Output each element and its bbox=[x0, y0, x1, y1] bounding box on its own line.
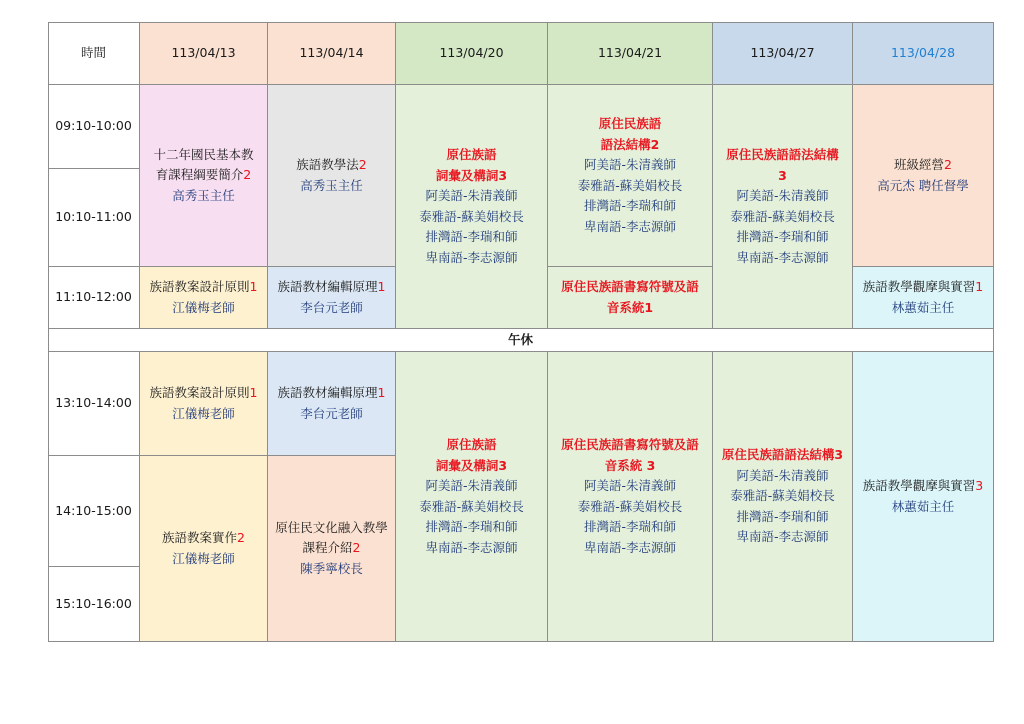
session-title: 原住民文化融入教學 bbox=[275, 519, 388, 535]
session-title: 族語教案實作 bbox=[162, 530, 238, 545]
session-observation-am bbox=[853, 267, 994, 329]
teacher-name: 李台元老師 bbox=[300, 299, 363, 315]
session-title-line bbox=[278, 383, 386, 404]
teacher-name: 卑南語-李志源師 bbox=[425, 249, 518, 265]
session-title-line2: 音系統 3 bbox=[604, 457, 656, 473]
teacher-name: 排灣語-李瑞和師 bbox=[583, 198, 676, 213]
header-date-6 bbox=[853, 22, 994, 85]
session-title: 班級經營 bbox=[894, 157, 945, 172]
session-writing-system-pm bbox=[548, 352, 713, 642]
time-label: 14:10-15:00 bbox=[55, 502, 132, 518]
teacher-name: 阿美語-朱清義師 bbox=[425, 188, 518, 203]
session-title-line bbox=[162, 528, 245, 549]
session-materials-am bbox=[268, 267, 396, 329]
teacher-name: 阿美語-朱清義師 bbox=[736, 467, 829, 483]
schedule-table bbox=[48, 22, 994, 642]
session-materials-pm bbox=[268, 352, 396, 456]
time-label: 15:10-16:00 bbox=[55, 595, 132, 611]
session-title: 十二年國民基本教 bbox=[153, 146, 254, 162]
teacher-name: 泰雅語-蘇美娟校長 bbox=[577, 498, 683, 514]
session-grammar-structure-am bbox=[713, 85, 853, 329]
session-grammar-structure-pm bbox=[713, 352, 853, 642]
teacher-name: 高秀玉主任 bbox=[300, 177, 363, 193]
session-hours: 1 bbox=[249, 385, 258, 400]
time-label: 11:10-12:00 bbox=[55, 289, 132, 305]
teacher-name: 陳季寧校長 bbox=[300, 560, 363, 576]
session-vocabulary-am bbox=[396, 85, 548, 329]
header-time-label: 時間 bbox=[80, 44, 106, 60]
teacher-name: 江儀梅老師 bbox=[172, 405, 235, 421]
session-title: 原住族語 bbox=[446, 437, 497, 452]
session-hours: 1 bbox=[377, 385, 386, 400]
session-title-line2: 語法結構2 bbox=[600, 136, 660, 152]
session-title-line bbox=[296, 155, 366, 176]
session-title: 原住民族語 bbox=[598, 116, 662, 131]
session-title-line2: 音系統1 bbox=[606, 299, 654, 315]
session-grammar-am bbox=[548, 85, 713, 267]
session-title: 原住族語 bbox=[446, 147, 497, 162]
session-title: 原住民族語書寫符號及語 bbox=[561, 437, 699, 452]
session-hours: 2 bbox=[352, 540, 361, 556]
session-title: 族語教材編輯原理 bbox=[277, 385, 378, 400]
date-label: 113/04/13 bbox=[171, 44, 236, 60]
teacher-name: 高元杰 聘任督學 bbox=[877, 177, 969, 193]
session-vocabulary-pm bbox=[396, 352, 548, 642]
session-title: 族語教案設計原則 bbox=[149, 279, 250, 294]
teacher-name: 排灣語-李瑞和師 bbox=[583, 519, 676, 534]
time-slot-6 bbox=[48, 567, 140, 642]
session-title: 原住民族語書寫符號及語 bbox=[561, 279, 699, 294]
session-title-line2 bbox=[303, 538, 361, 559]
teacher-name: 排灣語-李瑞和師 bbox=[425, 229, 518, 244]
date-label: 113/04/14 bbox=[299, 44, 364, 60]
session-hours: 2 bbox=[243, 167, 252, 183]
teacher-name: 江儀梅老師 bbox=[172, 550, 235, 566]
lunch-break-row bbox=[48, 329, 994, 352]
teacher-name: 泰雅語-蘇美娟校長 bbox=[730, 208, 835, 224]
session-title-line2: 3 bbox=[778, 167, 787, 183]
date-label: 113/04/20 bbox=[439, 44, 504, 60]
session-lesson-design-am bbox=[140, 267, 268, 329]
session-title: 原住民族語語法結構 bbox=[726, 147, 839, 162]
session-hours: 1 bbox=[377, 279, 386, 294]
time-slot-1 bbox=[48, 85, 140, 169]
session-lesson-design-pm bbox=[140, 352, 268, 456]
session-hours: 1 bbox=[249, 279, 258, 294]
session-culture-integration bbox=[268, 456, 396, 642]
teacher-name: 泰雅語-蘇美娟校長 bbox=[730, 488, 835, 504]
session-title-line bbox=[278, 277, 386, 298]
session-title-part: 課程介紹 bbox=[302, 540, 353, 556]
session-title-line bbox=[863, 476, 983, 497]
session-teaching-method bbox=[268, 85, 396, 267]
time-slot-2 bbox=[48, 169, 140, 267]
teacher-name: 泰雅語-蘇美娟校長 bbox=[419, 498, 524, 514]
time-label: 10:10-11:00 bbox=[55, 209, 132, 225]
session-title-line2: 詞彙及構詞3 bbox=[435, 167, 508, 183]
teacher-name: 阿美語-朱清義師 bbox=[583, 478, 676, 493]
session-title-part: 育課程綱要簡介 bbox=[155, 167, 244, 183]
teacher-name: 泰雅語-蘇美娟校長 bbox=[577, 177, 683, 193]
header-date-5 bbox=[713, 22, 853, 85]
session-title: 族語教案設計原則 bbox=[149, 385, 250, 400]
session-observation-pm bbox=[853, 352, 994, 642]
session-title: 原住民族語語法結構3 bbox=[721, 447, 844, 463]
session-title: 族語教學觀摩與實習 bbox=[862, 279, 976, 294]
teacher-name: 泰雅語-蘇美娟校長 bbox=[419, 208, 524, 224]
session-hours: 2 bbox=[944, 157, 952, 172]
session-title-line bbox=[150, 277, 258, 298]
teacher-name: 排灣語-李瑞和師 bbox=[736, 229, 829, 244]
teacher-name: 卑南語-李志源師 bbox=[736, 249, 829, 265]
session-title-line bbox=[863, 277, 983, 298]
session-hours: 2 bbox=[237, 530, 245, 545]
teacher-name: 排灣語-李瑞和師 bbox=[736, 508, 829, 524]
session-hours: 2 bbox=[358, 157, 367, 172]
session-title-line bbox=[894, 155, 952, 176]
time-label: 13:10-14:00 bbox=[55, 395, 132, 411]
teacher-name: 高秀玉主任 bbox=[172, 187, 235, 203]
header-date-1 bbox=[140, 22, 268, 85]
session-classroom-management bbox=[853, 85, 994, 267]
session-title-line bbox=[150, 383, 258, 404]
date-label: 113/04/27 bbox=[750, 44, 815, 60]
header-date-4 bbox=[548, 22, 713, 85]
teacher-name: 卑南語-李志源師 bbox=[425, 539, 518, 555]
teacher-name: 排灣語-李瑞和師 bbox=[425, 519, 518, 534]
teacher-name: 阿美語-朱清義師 bbox=[583, 157, 676, 172]
session-title-line2: 詞彙及構詞3 bbox=[435, 457, 508, 473]
session-title-line2 bbox=[156, 165, 251, 186]
date-label: 113/04/21 bbox=[597, 44, 663, 60]
session-hours: 1 bbox=[975, 279, 984, 294]
session-writing-system-am bbox=[548, 267, 713, 329]
session-title: 族語教學觀摩與實習 bbox=[862, 478, 976, 493]
time-label: 09:10-10:00 bbox=[55, 118, 132, 134]
teacher-name: 江儀梅老師 bbox=[172, 299, 235, 315]
date-label: 113/04/28 bbox=[890, 44, 956, 60]
session-lesson-practice bbox=[140, 456, 268, 642]
session-title: 族語教學法 bbox=[296, 157, 359, 172]
teacher-name: 阿美語-朱清義師 bbox=[736, 188, 829, 203]
time-slot-4 bbox=[48, 352, 140, 456]
session-curriculum-intro bbox=[140, 85, 268, 267]
time-slot-3 bbox=[48, 267, 140, 329]
session-hours: 3 bbox=[975, 478, 984, 493]
teacher-name: 林蕙茹主任 bbox=[891, 299, 955, 315]
teacher-name: 林蕙茹主任 bbox=[891, 498, 955, 514]
header-time bbox=[48, 22, 140, 85]
teacher-name: 阿美語-朱清義師 bbox=[425, 478, 518, 493]
header-date-2 bbox=[268, 22, 396, 85]
header-date-3 bbox=[396, 22, 548, 85]
time-slot-5 bbox=[48, 456, 140, 567]
lunch-label: 午休 bbox=[507, 331, 533, 347]
teacher-name: 李台元老師 bbox=[300, 405, 363, 421]
teacher-name: 卑南語-李志源師 bbox=[736, 529, 829, 545]
teacher-name: 卑南語-李志源師 bbox=[583, 218, 676, 234]
teacher-name: 卑南語-李志源師 bbox=[583, 539, 676, 555]
session-title: 族語教材編輯原理 bbox=[277, 279, 378, 294]
